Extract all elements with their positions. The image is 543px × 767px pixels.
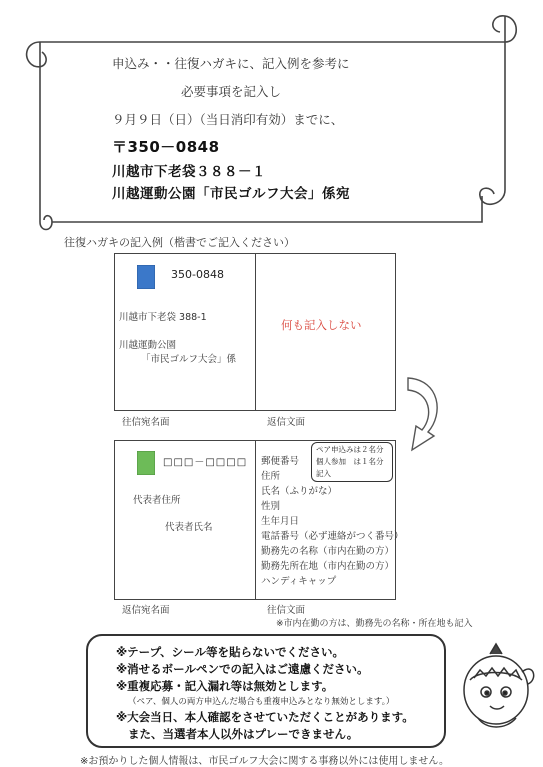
- notice-line-3: ※重複応募・記入漏れ等は無効とします。: [116, 679, 334, 693]
- bottom-cut-text: ※お預かりした個人情報は、市民ゴルフ大会に関する事務以外には使用しません。: [80, 756, 449, 767]
- field-phone: 電話番号（必ず連絡がつく番号）: [261, 531, 404, 542]
- card2-rep-address: 代表者住所: [133, 495, 181, 506]
- field-address: 住所: [261, 471, 281, 482]
- card1-org: 川越運動公園: [119, 340, 177, 351]
- card1-label-right: 返信文面: [267, 417, 306, 428]
- field-name: 氏名（ふりがな）: [261, 486, 338, 497]
- notice-box: [86, 634, 446, 748]
- card1-dept: 「市民ゴルフ大会」係: [141, 354, 237, 365]
- field-birthdate: 生年月日: [261, 516, 300, 527]
- scroll-recipient: 川越運動公園「市民ゴルフ大会」係宛: [112, 186, 350, 202]
- postcard-return: [114, 440, 404, 600]
- field-workplace-name: 勤務先の名称（市内在勤の方）: [261, 546, 395, 557]
- card1-no-write: 何も記入しない: [281, 318, 362, 332]
- pair-note-1: ペア申込みは２名分: [316, 445, 384, 454]
- stamp-green: [137, 451, 155, 475]
- curved-arrow-icon: [398, 372, 448, 456]
- example-title: 往復ハガキの記入例（楷書でご記入ください）: [64, 236, 295, 249]
- scroll-line-3: ９月９日（日）（当日消印有効）までに、: [112, 112, 344, 127]
- scroll-line-1: 申込み・・往復ハガキに、記入例を参考に: [112, 56, 350, 71]
- pair-note-3: 記入: [316, 469, 331, 478]
- field-workplace-address: 勤務先所在地（市内在勤の方）: [261, 561, 395, 572]
- scroll-address: 川越市下老袋３８８－１: [112, 164, 266, 180]
- card2-zip-boxes: □□□－□□□□: [163, 457, 248, 468]
- card1-zip: 350-0848: [171, 268, 224, 281]
- notice-sub: （ペア、個人の両方申込んだ場合も重複申込みとなり無効とします。）: [128, 697, 395, 707]
- card1-address: 川越市下老袋 388-1: [119, 312, 207, 323]
- pair-note-box: [311, 442, 393, 482]
- card2-rep-name: 代表者氏名: [165, 522, 213, 533]
- notice-line-1: ※テープ、シール等を貼らないでください。: [116, 645, 344, 659]
- notice-line-4: ※大会当日、本人確認をさせていただくことがあります。: [116, 710, 414, 724]
- notice-line-5: また、当選者本人以外はプレーできません。: [128, 727, 359, 741]
- postcard-outgoing: [114, 253, 396, 411]
- card2-footnote: ※市内在勤の方は、勤務先の名称・所在地も記入: [276, 619, 473, 629]
- card-divider: [255, 254, 256, 410]
- card2-label-left: 返信宛名面: [122, 605, 170, 616]
- pair-note-2: 個人参加 は１名分: [316, 457, 384, 466]
- scroll-zip: 〒350－0848: [112, 138, 220, 156]
- card2-label-right: 往信文面: [267, 605, 306, 616]
- notice-line-2: ※消せるボールペンでの記入はご遠慮ください。: [116, 662, 369, 676]
- scroll-line-2: 必要事項を記入し: [181, 84, 282, 99]
- mascot-icon: [450, 640, 540, 740]
- field-handicap: ハンディキャップ: [261, 576, 337, 587]
- card1-label-left: 往信宛名面: [122, 417, 170, 428]
- card-divider: [255, 441, 256, 599]
- field-postal: 郵便番号: [261, 456, 300, 467]
- stamp-blue: [137, 265, 155, 289]
- field-gender: 性別: [261, 501, 281, 512]
